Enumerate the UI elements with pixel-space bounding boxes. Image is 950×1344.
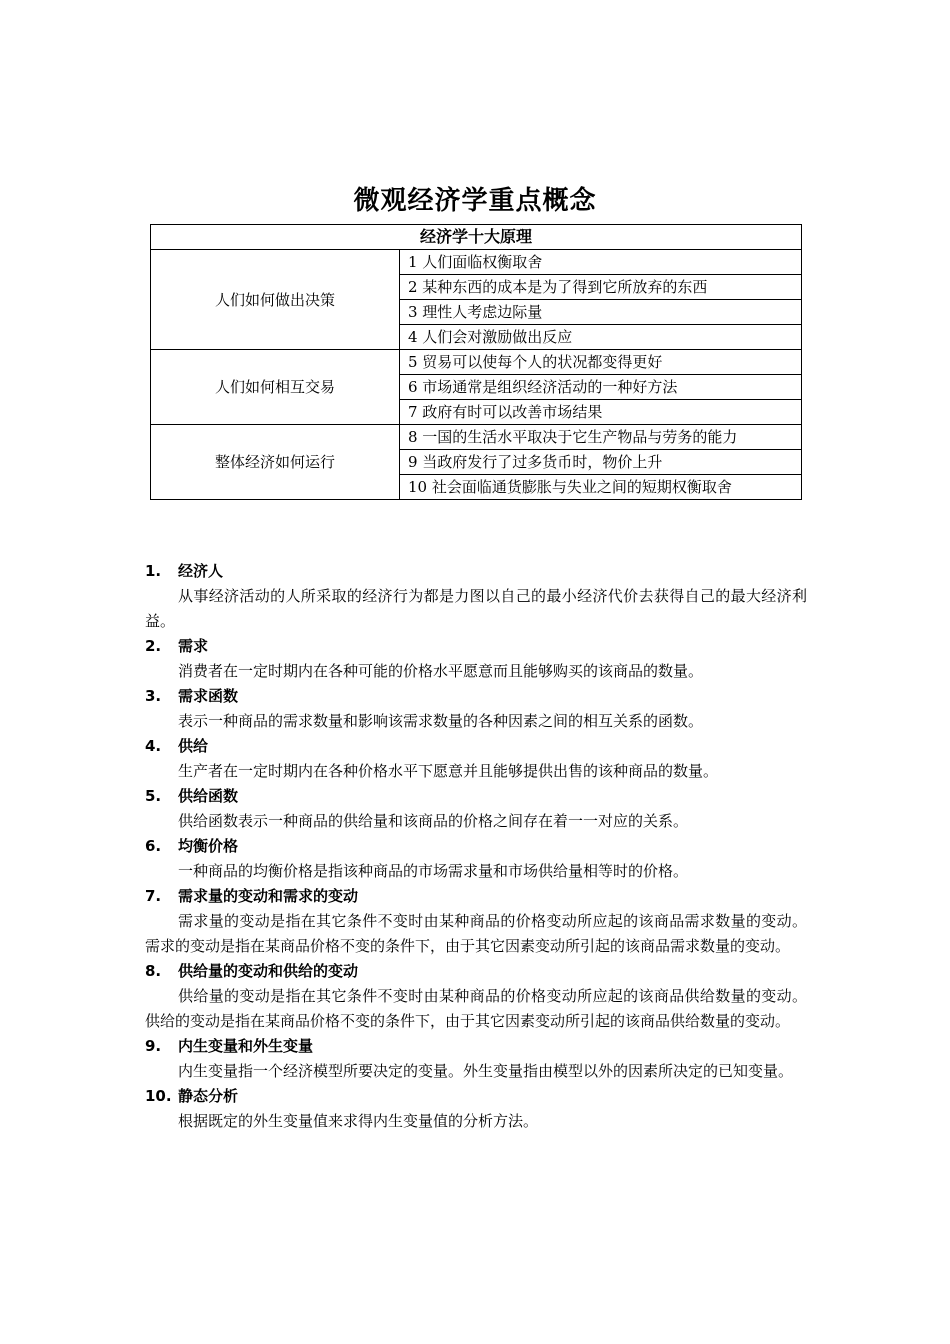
concept-definition: 消费者在一定时期内在各种可能的价格水平愿意而且能够购买的该商品的数量。 [178, 662, 704, 680]
principle-8: 8 一国的生活水平取决于它生产物品与劳务的能力 [400, 425, 802, 450]
concept-definition: 生产者在一定时期内在各种价格水平下愿意并且能够提供出售的该种商品的数量。 [178, 762, 719, 780]
concept-term: 经济人 [178, 562, 224, 580]
concept-item [145, 559, 807, 634]
concept-term: 供给函数 [178, 787, 239, 805]
principle-3: 3 理性人考虑边际量 [400, 300, 802, 325]
concept-term: 供给 [178, 737, 209, 755]
concept-item [145, 734, 807, 784]
concept-number: 8. [145, 962, 162, 980]
concept-term: 均衡价格 [178, 837, 239, 855]
concept-item [145, 834, 807, 884]
principle-4: 4 人们会对激励做出反应 [400, 325, 802, 350]
group-economy: 整体经济如何运行 [151, 425, 400, 500]
principles-table [150, 224, 802, 500]
concept-number: 3. [145, 687, 162, 705]
principle-10: 10 社会面临通货膨胀与失业之间的短期权衡取舍 [400, 475, 802, 500]
concept-item [145, 959, 807, 1034]
concept-definition: 内生变量指一个经济模型所要决定的变量。外生变量指由模型以外的因素所决定的已知变量。 [178, 1062, 794, 1080]
concept-list [145, 559, 807, 1134]
concept-item [145, 634, 807, 684]
concept-term: 静态分析 [178, 1087, 239, 1105]
concept-term: 内生变量和外生变量 [178, 1037, 314, 1055]
concept-definition: 表示一种商品的需求数量和影响该需求数量的各种因素之间的相互关系的函数。 [178, 712, 704, 730]
concept-term: 需求量的变动和需求的变动 [178, 887, 359, 905]
concept-term: 供给量的变动和供给的变动 [178, 962, 359, 980]
concept-definition: 供给函数表示一种商品的供给量和该商品的价格之间存在着一一对应的关系。 [178, 812, 689, 830]
group-decisions: 人们如何做出决策 [151, 250, 400, 350]
concept-item [145, 1034, 807, 1084]
principle-7: 7 政府有时可以改善市场结果 [400, 400, 802, 425]
concept-number: 1. [145, 562, 162, 580]
concept-definition: 从事经济活动的人所采取的经济行为都是力图以自己的最小经济代价去获得自己的最大经济利益。 [145, 587, 807, 630]
concept-term: 需求函数 [178, 687, 239, 705]
concept-definition: 一种商品的均衡价格是指该种商品的市场需求量和市场供给量相等时的价格。 [178, 862, 689, 880]
concept-number: 10. [145, 1087, 172, 1105]
principle-6: 6 市场通常是组织经济活动的一种好方法 [400, 375, 802, 400]
group-interactions: 人们如何相互交易 [151, 350, 400, 425]
concept-item [145, 784, 807, 834]
concept-item [145, 684, 807, 734]
concept-number: 4. [145, 737, 162, 755]
principle-9: 9 当政府发行了过多货币时，物价上升 [400, 450, 802, 475]
principle-2: 2 某种东西的成本是为了得到它所放弃的东西 [400, 275, 802, 300]
concept-number: 2. [145, 637, 162, 655]
concept-term: 需求 [178, 637, 209, 655]
document-title: 微观经济学重点概念 [353, 186, 597, 216]
concept-item [145, 884, 807, 959]
concept-item [145, 1084, 807, 1134]
concept-definition: 供给量的变动是指在其它条件不变时由某种商品的价格变动所应起的该商品供给数量的变动。供给的变动是指在某商品价格不变的条件下，由于其它因素变动所引起的该商品供给数量的变动。 [145, 987, 807, 1030]
table-header: 经济学十大原理 [151, 225, 802, 250]
concept-number: 7. [145, 887, 162, 905]
principle-1: 1 人们面临权衡取舍 [400, 250, 802, 275]
concept-number: 9. [145, 1037, 162, 1055]
concept-number: 6. [145, 837, 162, 855]
principle-5: 5 贸易可以使每个人的状况都变得更好 [400, 350, 802, 375]
concept-definition: 根据既定的外生变量值来求得内生变量值的分析方法。 [178, 1112, 539, 1130]
concept-number: 5. [145, 787, 162, 805]
concept-definition: 需求量的变动是指在其它条件不变时由某种商品的价格变动所应起的该商品需求数量的变动。需求的变动是指在某商品价格不变的条件下，由于其它因素变动所引起的该商品需求数量的变动。 [145, 912, 807, 955]
